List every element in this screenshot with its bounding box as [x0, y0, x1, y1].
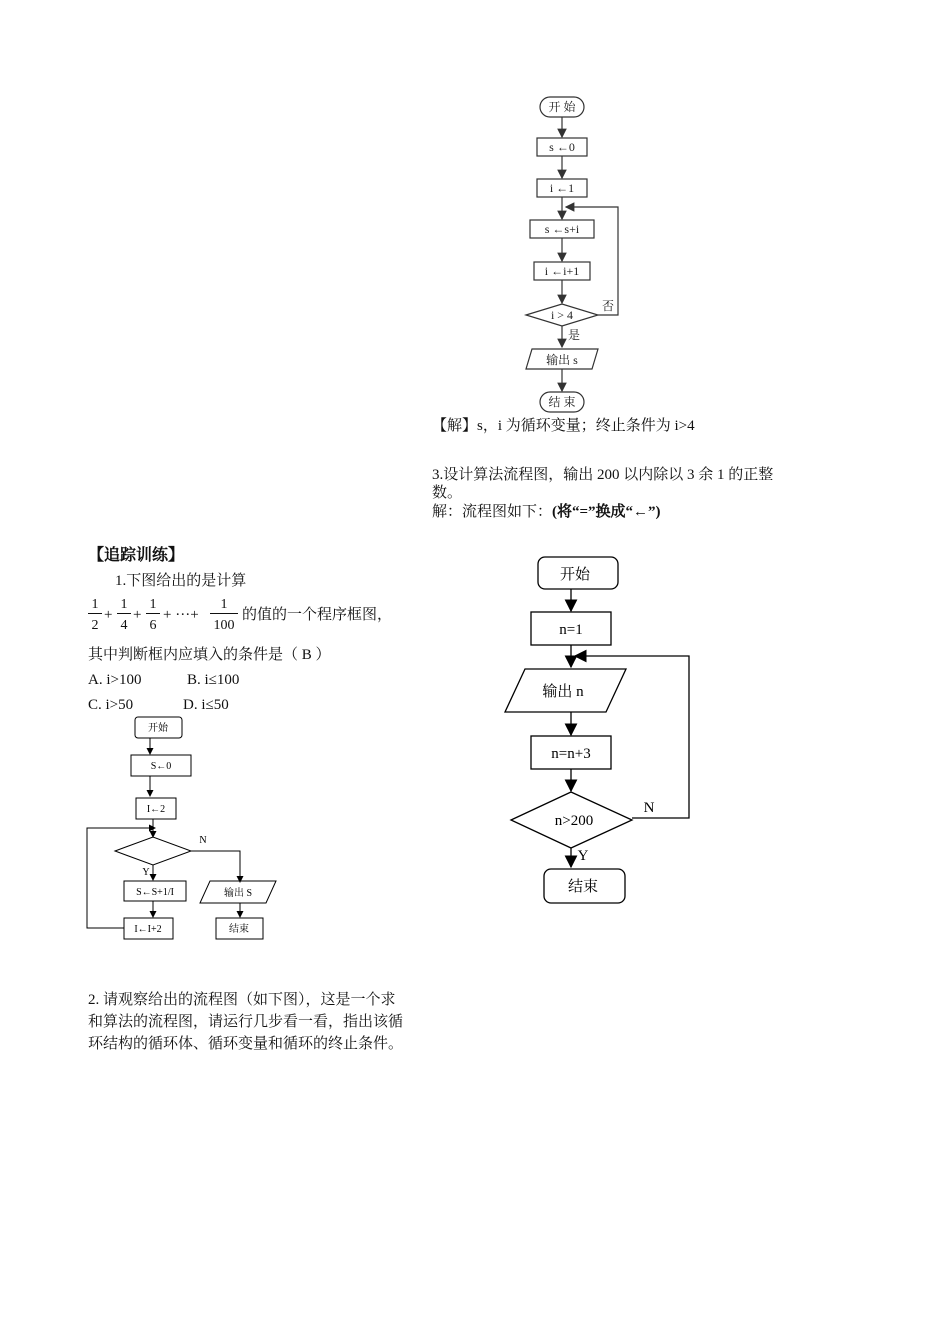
fc3-yes-label: Y: [577, 848, 589, 864]
fraction-2-num: 1: [120, 597, 128, 612]
option-b: B. i≤100: [187, 672, 240, 688]
top-i-init-label: i ←1: [549, 181, 575, 195]
fc3-end-label: 结束: [567, 879, 599, 895]
question-1-intro: 1.下图给出的是计算: [115, 573, 247, 589]
small-flowchart: [80, 712, 290, 947]
fraction-4-den: 100: [210, 613, 238, 634]
small-yes-label: Y: [142, 867, 150, 878]
fc3-no-label: N: [643, 800, 655, 816]
top-s-init-label: s ←0: [549, 140, 575, 154]
question-1-tail: 的值的一个程序框图，: [242, 607, 393, 623]
top-start-label: 开 始: [548, 100, 576, 114]
fc3-output-label: 输出 n: [542, 684, 584, 700]
option-c: C. i>50: [88, 697, 134, 713]
top-end-label: 结 束: [548, 395, 576, 409]
small-no-label: N: [199, 835, 207, 846]
training-heading: 【追踪训练】: [88, 545, 185, 564]
small-s-init-label: S←0: [150, 761, 172, 772]
question-1-line2: 其中判断框内应填入的条件是（ B ）: [88, 647, 331, 663]
fraction-1-den: 2: [88, 613, 102, 634]
fraction-3: [146, 596, 160, 634]
small-output-label: 输出 S: [223, 888, 253, 899]
top-output-label: 输出 s: [546, 353, 578, 367]
top-yes-label: 是: [567, 328, 581, 342]
question-2-text: 2. 请观察给出的流程图（如下图），这是一个求和算法的流程图，请运行几步看一看，指出该循环结构的循环体、循环变量和循环的终止条件。: [88, 992, 404, 1052]
answer-2-text: 【解】s，i 为循环变量；终止条件为 i>4: [432, 418, 695, 434]
plus-sign-2: +: [133, 607, 142, 623]
fc3-init-label: n=1: [559, 622, 583, 638]
fraction-3-num: 1: [149, 597, 157, 612]
small-start-label: 开始: [148, 723, 168, 734]
fraction-2-den: 4: [117, 613, 131, 634]
top-no-label: 否: [601, 299, 615, 313]
fc3-update-label: n=n+3: [551, 746, 591, 762]
fraction-2: [117, 596, 131, 634]
small-end-label: 结束: [229, 924, 249, 935]
fc3-condition-label: n>200: [554, 813, 594, 829]
problem-3-text: 3.设计算法流程图，输出 200 以内除以 3 余 1 的正整数。: [432, 467, 774, 501]
top-condition-label: i > 4: [550, 308, 574, 322]
fraction-4: [210, 596, 238, 634]
small-i-update-label: I←I+2: [134, 924, 162, 935]
fraction-expression: [88, 596, 418, 640]
solution-note: (将“=”换成“←”): [552, 504, 661, 520]
fraction-4-num: 1: [220, 597, 228, 612]
option-d: D. i≤50: [183, 697, 229, 713]
solution-prefix: 解：流程图如下：: [432, 504, 553, 520]
option-a: A. i>100: [88, 672, 142, 688]
top-i-update-label: i ←i+1: [544, 264, 580, 278]
top-s-update-label: s ←s+i: [544, 222, 580, 236]
plus-sign-1: +: [104, 607, 113, 623]
small-i-init-label: I←2: [146, 804, 166, 815]
small-s-update-label: S←S+1/I: [136, 887, 174, 898]
problem-3-solution: [432, 502, 661, 522]
flowchart-3: [495, 550, 705, 910]
fraction-1-num: 1: [91, 597, 99, 612]
small-condition-diamond: [115, 837, 191, 865]
top-flowchart: [500, 90, 660, 420]
fraction-1: [88, 596, 102, 634]
fraction-3-den: 6: [146, 613, 160, 634]
fc3-start-label: 开始: [559, 567, 591, 583]
plus-ellipsis: + ···+: [163, 607, 199, 623]
